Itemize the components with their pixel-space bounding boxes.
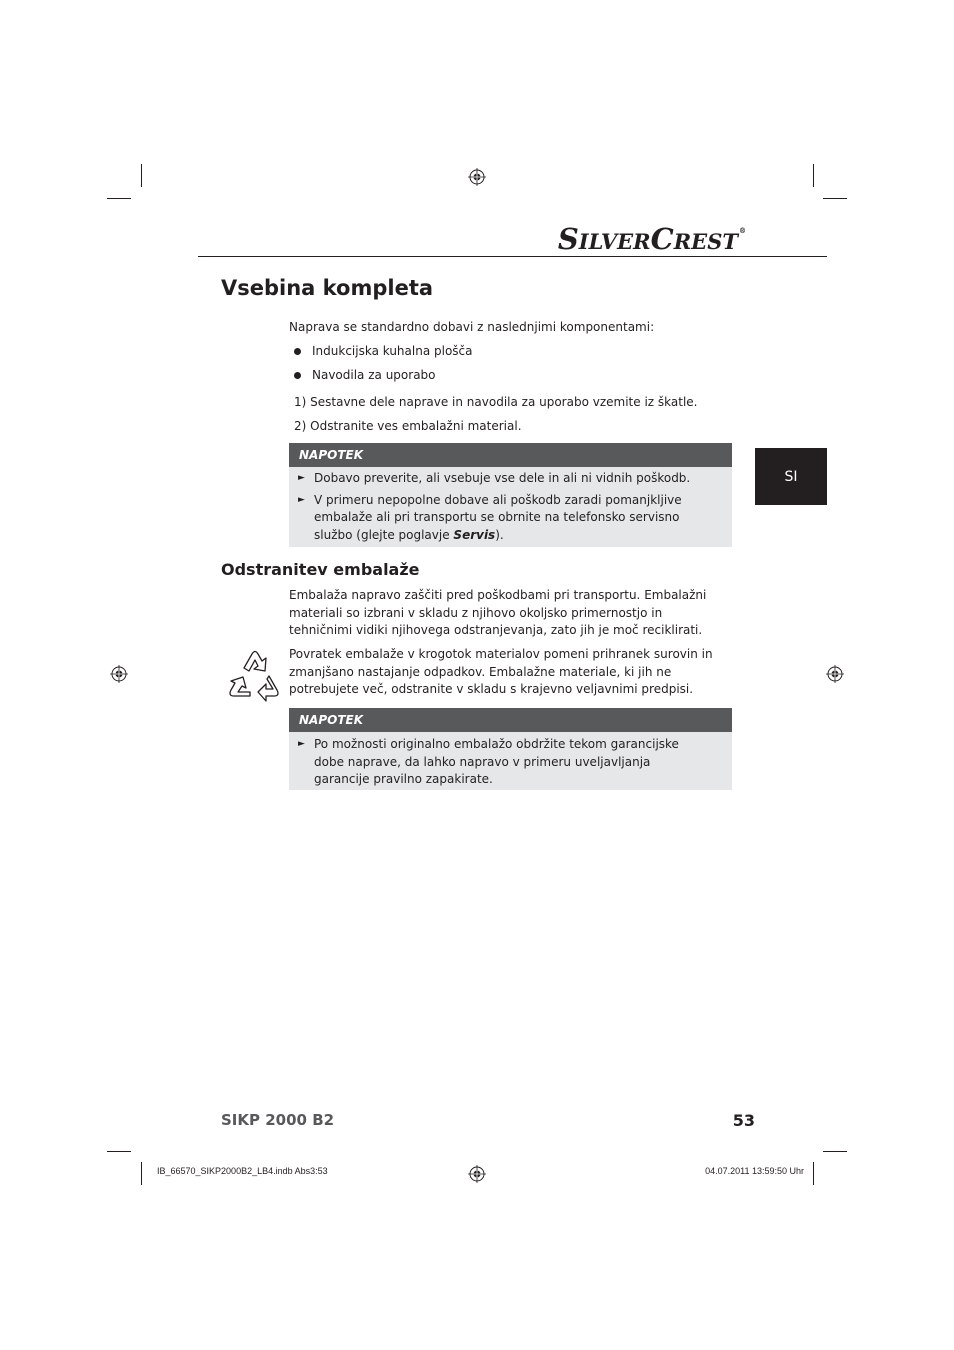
note-text: Po možnosti originalno embalažo obdržite tekom garancijske dobe naprave, da lahko napravo v primeru uveljavljanja garancije pravilno zapakirate. <box>314 737 679 786</box>
note-item <box>289 492 732 545</box>
model-number: SIKP 2000 B2 <box>221 1111 335 1129</box>
header-rule <box>198 256 827 257</box>
page-title: Vsebina kompleta <box>221 276 434 300</box>
page-number: 53 <box>732 1111 755 1130</box>
crop-mark <box>823 198 847 199</box>
note-text: V primeru nepopolne dobave ali poškodb zaradi pomanjkljive embalaže ali pri transportu se obrnite na telefonsko servisno službo (glejte poglavje <box>314 492 682 542</box>
note-text: Dobavo preverite, ali vsebuje vse dele in ali ni vidnih poškodb. <box>314 471 691 485</box>
logo-letter: C <box>650 222 674 256</box>
arrow-right-icon: ► <box>298 739 305 749</box>
registration-mark-icon <box>468 1165 486 1183</box>
crop-mark <box>813 1162 814 1185</box>
registration-mark-icon <box>826 665 844 683</box>
note-box <box>289 708 732 790</box>
step-item: 1) Sestavne dele naprave in navodila za uporabo vzemite iz škatle. <box>294 395 698 409</box>
language-tab: SI <box>755 448 827 505</box>
registered-mark: ® <box>739 226 746 235</box>
note-heading: NAPOTEK <box>289 708 732 732</box>
note-heading: NAPOTEK <box>289 443 732 467</box>
crop-mark <box>823 1151 847 1152</box>
logo-text: ILVER <box>578 229 651 254</box>
intro-text: Naprava se standardno dobavi z naslednjimi komponentami: <box>289 320 655 334</box>
crop-mark <box>141 1162 142 1185</box>
slug-right: 04.07.2011 13:59:50 Uhr <box>705 1166 804 1176</box>
logo-text: REST <box>673 229 738 254</box>
note-text: ). <box>495 527 504 542</box>
crop-mark <box>107 1151 131 1152</box>
section-title: Odstranitev embalaže <box>221 560 420 579</box>
slug-left: IB_66570_SIKP2000B2_LB4.indb Abs3:53 <box>157 1166 328 1176</box>
bullet-icon <box>294 372 301 379</box>
arrow-right-icon: ► <box>298 494 305 505</box>
bullet-icon <box>294 348 301 355</box>
brand-logo <box>558 222 746 256</box>
note-text-bold: Servis <box>453 527 496 542</box>
step-item: 2) Odstranite ves embalažni material. <box>294 419 522 433</box>
paragraph: Embalaža napravo zaščiti pred poškodbami pri transportu. Embalažni materiali so izbrani v skladu z njihovo okoljsko primernostjo in tehničnimi vidiki njihovega odstranjevanja, zato jih je moč reciklirati. <box>289 588 707 637</box>
crop-mark <box>107 198 131 199</box>
note-item <box>289 470 732 488</box>
list-item: Navodila za uporabo <box>312 368 436 382</box>
registration-mark-icon <box>468 168 486 186</box>
note-item <box>289 736 732 789</box>
logo-letter: S <box>557 222 579 256</box>
list-item: Indukcijska kuhalna plošča <box>312 344 473 358</box>
registration-mark-icon <box>110 665 128 683</box>
arrow-right-icon: ► <box>298 473 305 483</box>
crop-mark <box>141 164 142 187</box>
crop-mark <box>813 164 814 187</box>
recycle-icon <box>224 646 286 704</box>
note-box <box>289 443 732 547</box>
paragraph: Povratek embalaže v krogotok materialov pomeni prihranek surovin in zmanjšano nastajanje odpadkov. Embalažne materiale, ki jih ne potrebujete več, odstranite v skladu s krajevno veljavnimi predpisi. <box>289 647 713 696</box>
